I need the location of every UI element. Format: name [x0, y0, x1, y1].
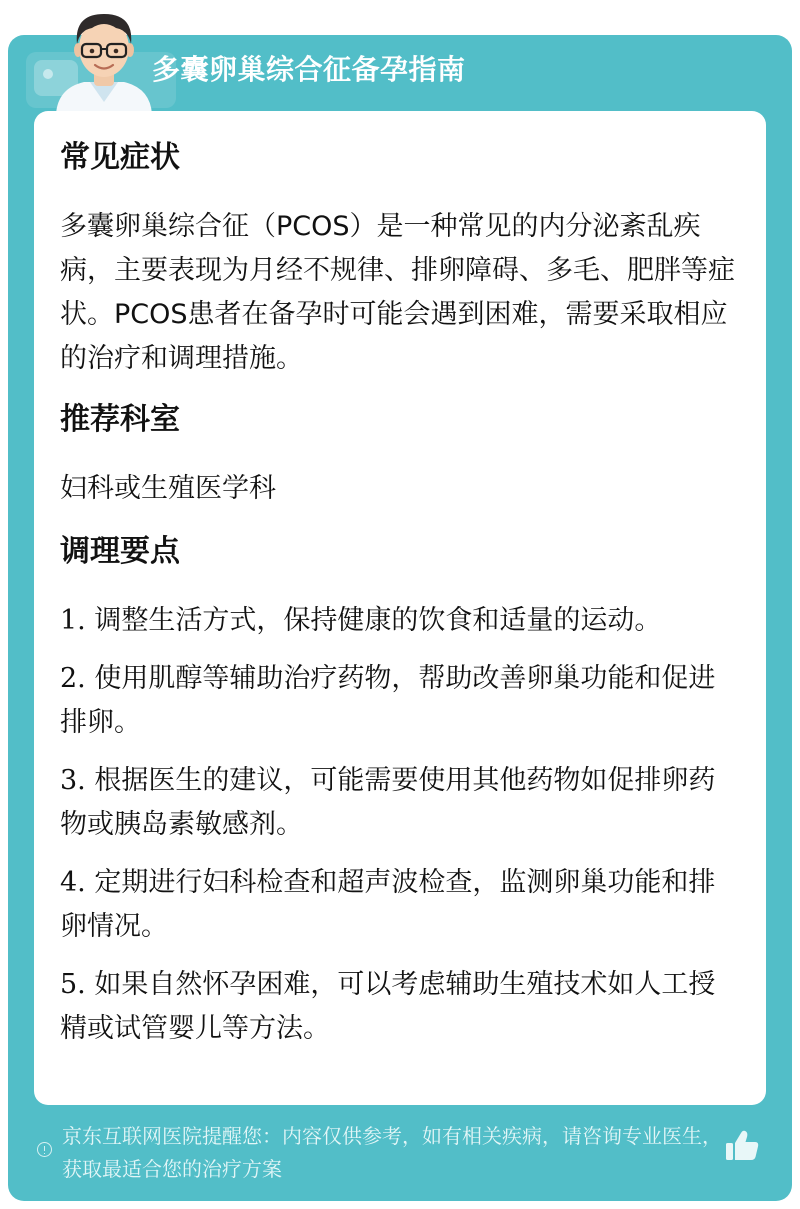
care-item-number: 2. [60, 663, 86, 694]
info-icon [37, 1142, 52, 1157]
care-item-number: 4. [60, 867, 86, 898]
care-item-1 [60, 599, 740, 643]
content-card [34, 111, 766, 1105]
care-item-text: 根据医生的建议，可能需要使用其他药物如促排卵药物或胰岛素敏感剂。 [60, 765, 716, 840]
thumbs-up-icon[interactable] [724, 1128, 760, 1164]
doctor-avatar-icon [44, 6, 164, 114]
care-item-number: 5. [60, 969, 86, 1000]
care-item-number: 3. [60, 765, 86, 796]
care-item-text: 定期进行妇科检查和超声波检查，监测卵巢功能和排卵情况。 [60, 867, 716, 942]
symptoms-heading: 常见症状 [60, 140, 180, 175]
care-item-text: 调整生活方式，保持健康的饮食和适量的运动。 [94, 605, 662, 636]
care-item-5 [60, 963, 740, 1051]
care-item-number: 1. [60, 605, 86, 636]
content-body [60, 133, 740, 1065]
page-title: 多囊卵巢综合征备孕指南 [152, 53, 466, 86]
care-heading: 调理要点 [60, 534, 180, 569]
disclaimer-text: 京东互联网医院提醒您：内容仅供参考，如有相关疾病，请咨询专业医生，获取最适合您的治疗方案 [62, 1124, 722, 1181]
care-item-4 [60, 861, 740, 949]
department-heading: 推荐科室 [60, 402, 180, 437]
symptoms-text: 多囊卵巢综合征（PCOS）是一种常见的内分泌紊乱疾病，主要表现为月经不规律、排卵障碍、多毛、肥胖等症状。PCOS患者在备孕时可能会遇到困难，需要采取相应的治疗和调理措施。 [60, 211, 735, 374]
department-text: 妇科或生殖医学科 [60, 473, 276, 504]
care-item-text: 使用肌醇等辅助治疗药物，帮助改善卵巢功能和促进排卵。 [60, 663, 716, 738]
care-item-text: 如果自然怀孕困难，可以考虑辅助生殖技术如人工授精或试管婴儿等方法。 [60, 969, 716, 1044]
care-item-3 [60, 759, 740, 847]
care-item-2 [60, 657, 740, 745]
